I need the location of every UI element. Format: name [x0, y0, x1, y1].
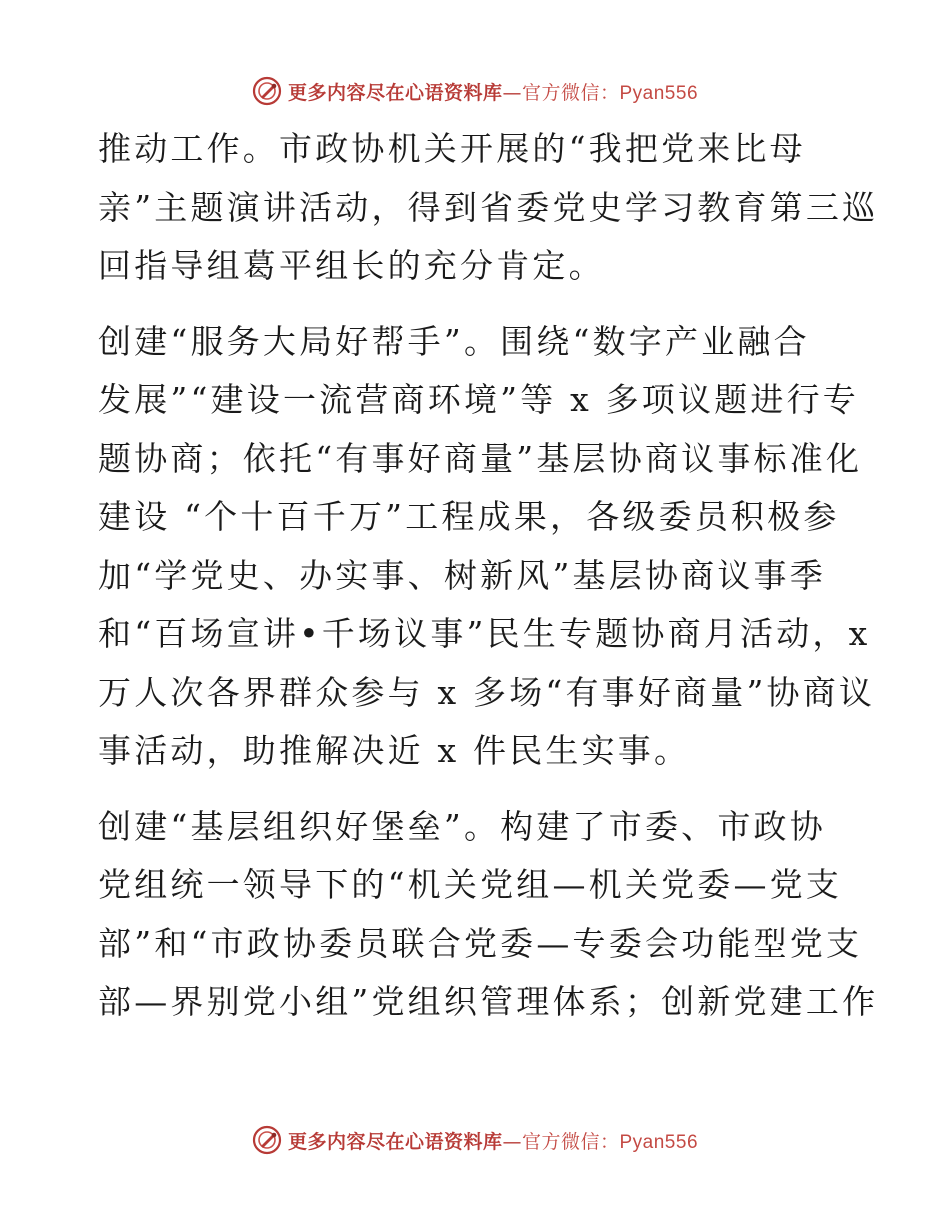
footer-banner-sub: 官方微信： — [521, 1130, 620, 1153]
document-body — [98, 120, 879, 1049]
footer-banner-id: Pyan556 — [619, 1131, 699, 1153]
text-line: 事活动，助推解决近 x 件民生实事。 — [98, 731, 691, 770]
brand-logo-icon — [252, 76, 282, 106]
text-line: 加“学党史、办实事、树新风”基层协商议事季 — [98, 555, 826, 595]
paragraph — [98, 313, 876, 781]
text-line: 发展”“建设一流营商环境”等 x 多项议题进行专 — [98, 380, 860, 419]
text-line: 建设 “个十百千万”工程成果，各级委员积极参 — [98, 497, 840, 536]
text-line: 创建“服务大局好帮手”。围绕“数字产业融合 — [98, 321, 810, 361]
text-line: 回指导组葛平组长的充分肯定。 — [98, 246, 605, 285]
text-line: 和“百场宣讲•千场议事”民生专题协商月活动，x — [98, 614, 871, 653]
header-banner-sub: 官方微信： — [521, 81, 620, 104]
text-line: 部—界别党小组”党组织管理体系；创新党建工作 — [98, 982, 879, 1021]
text-line: 党组统一领导下的“机关党组—机关党委—党支 — [98, 865, 843, 904]
footer-banner-separator: — — [502, 1130, 522, 1153]
text-line: 创建“基层组织好堡垒”。构建了市委、市政协 — [98, 806, 826, 846]
footer-banner-text — [288, 1127, 698, 1154]
header-banner-separator: — — [502, 81, 522, 104]
header-banner-main: 更多内容尽在心语资料库 — [287, 81, 503, 104]
text-line: 亲”主题演讲活动，得到省委党史学习教育第三巡 — [98, 187, 879, 227]
text-line: 推动工作。市政协机关开展的“我把党来比母 — [98, 129, 806, 168]
paragraph — [98, 120, 879, 296]
header-banner-text — [288, 78, 698, 105]
brand-logo-icon — [252, 1125, 282, 1155]
header-banner-id: Pyan556 — [619, 82, 699, 104]
text-line: 题协商；依托“有事好商量”基层协商议事标准化 — [98, 438, 863, 478]
header-banner — [0, 71, 950, 111]
footer-banner — [0, 1120, 950, 1160]
text-line: 部”和“市政协委员联合党委—专委会功能型党支 — [98, 923, 863, 963]
footer-banner-main: 更多内容尽在心语资料库 — [287, 1130, 503, 1153]
text-line: 万人次各界群众参与 x 多场“有事好商量”协商议 — [98, 672, 876, 712]
paragraph — [98, 798, 879, 1032]
